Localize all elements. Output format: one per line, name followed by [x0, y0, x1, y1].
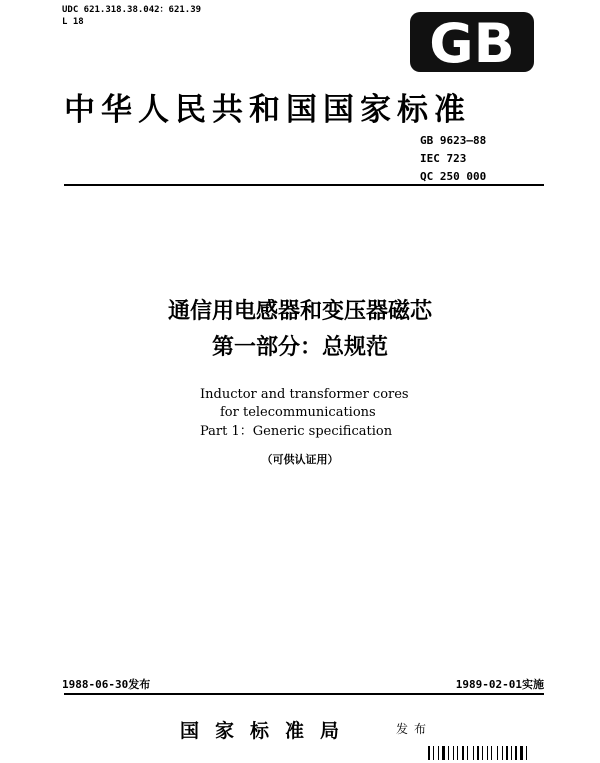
- gb-standard-logo: [408, 10, 536, 74]
- chinese-title-line1: 通信用电感器和变压器磁芯: [167, 299, 432, 324]
- standard-number-gb: GB 9623—88: [420, 134, 487, 147]
- publish-label: 发布: [396, 722, 433, 736]
- certification-note: （可供认证用）: [261, 453, 339, 466]
- implementation-date: 1989-02-01实施: [455, 678, 544, 691]
- issue-date: 1988-06-30发布: [62, 678, 151, 691]
- standard-header-title: 中华人民共和国国家标准: [64, 92, 471, 128]
- chinese-title-line2: 第一部分：总规范: [211, 335, 388, 360]
- standard-number-iec: IEC 723: [420, 152, 467, 165]
- standard-number-qc: QC 250 000: [420, 170, 487, 183]
- top-divider: [64, 184, 544, 186]
- english-title-line1: Inductor and transformer cores: [200, 387, 409, 402]
- udc-classification: [62, 4, 201, 28]
- barcode-icon: [428, 746, 540, 760]
- bottom-divider: [64, 693, 544, 695]
- english-title-line3: Part 1：Generic specification: [200, 424, 393, 439]
- standard-numbers: [420, 132, 486, 186]
- english-title-line2: for telecommunications: [220, 405, 376, 420]
- publisher-name: 国家标准局: [180, 720, 356, 742]
- ccs-code: L 18: [62, 17, 84, 27]
- udc-code: UDC 621.318.38.042：621.39: [62, 5, 202, 15]
- gb-logo-text: GB: [429, 12, 515, 74]
